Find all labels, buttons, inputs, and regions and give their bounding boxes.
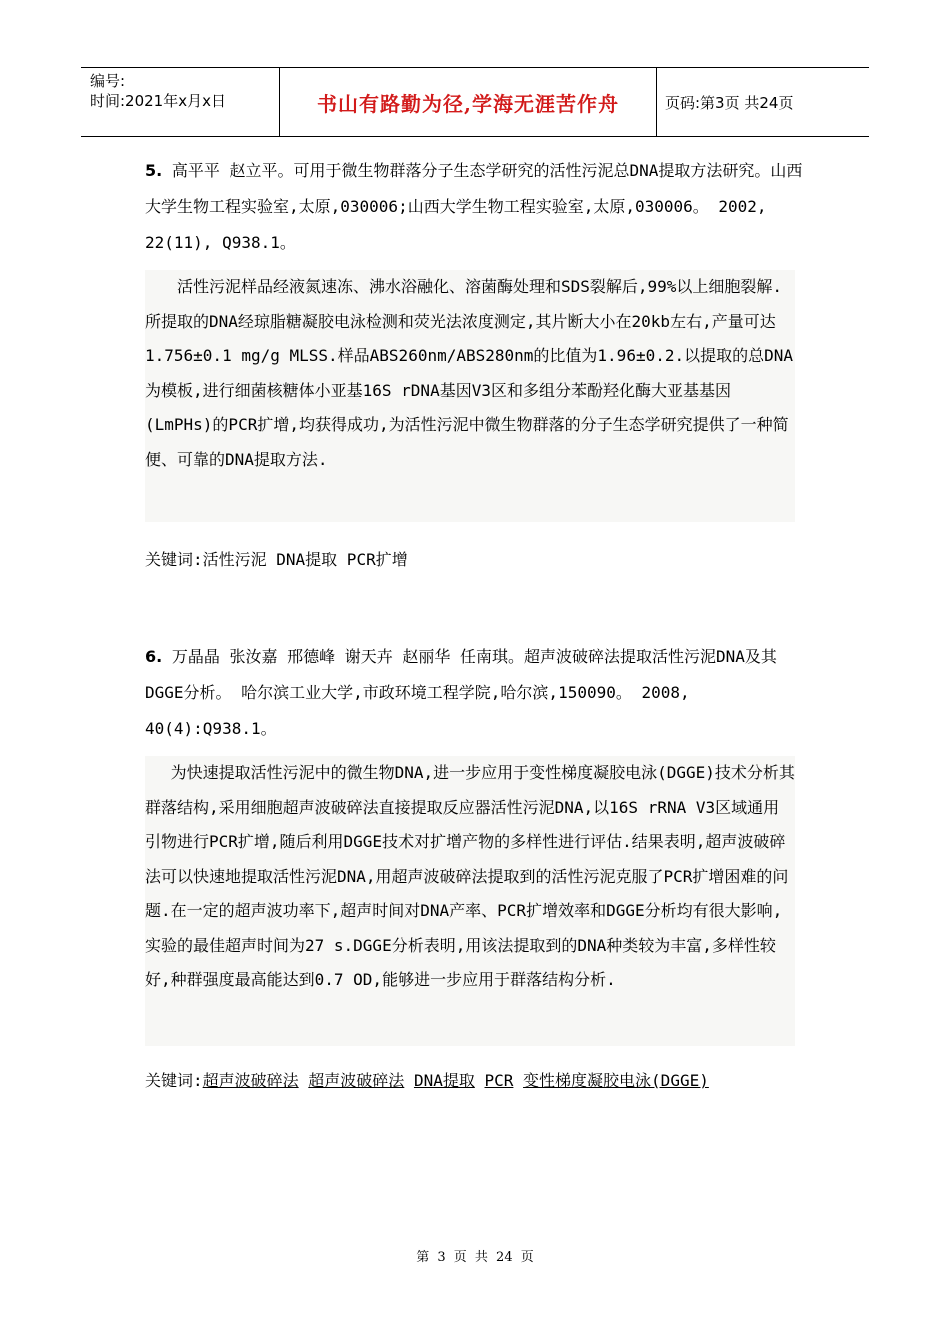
header-page-info: 页码:第3页 共24页 — [665, 93, 794, 112]
citation-number: 5. — [145, 161, 163, 180]
keywords-label: 关键词: — [145, 550, 203, 569]
citation-5 — [145, 153, 810, 261]
number-label: 编号: — [90, 72, 126, 90]
keyword-link[interactable]: DNA提取 — [413, 1071, 475, 1090]
citation-text: 高平平 赵立平。可用于微生物群落分子生态学研究的活性污泥总DNA提取方法研究。山西大学生物工程实验室,太原,030006;山西大学生物工程实验室,太原,030006。 2002, 22(11), Q938.1。 — [145, 161, 803, 252]
header-motto: 书山有路勤为径,学海无涯苦作舟 — [280, 68, 657, 136]
citation-text: 万晶晶 张汝嘉 邢德峰 谢天卉 赵丽华 任南琪。超声波破碎法提取活性污泥DNA及其DGGE分析。 哈尔滨工业大学,市政环境工程学院,哈尔滨,150090。 2008, 40(4):Q938.1。 — [145, 647, 777, 738]
keywords-5 — [145, 543, 795, 577]
citation-6 — [145, 639, 810, 747]
keyword-link[interactable]: 超声波破碎法 — [308, 1071, 405, 1090]
keywords-text: 活性污泥 DNA提取 PCR扩增 — [202, 550, 408, 569]
keyword-link[interactable]: 变性梯度凝胶电泳(DGGE) — [523, 1071, 709, 1090]
keyword-link[interactable]: 超声波破碎法 — [202, 1071, 299, 1090]
keywords-label: 关键词: — [145, 1071, 203, 1090]
keywords-6 — [145, 1064, 795, 1098]
keyword-link[interactable]: PCR — [484, 1071, 514, 1090]
time-label: 时间:2021年x月x日 — [90, 92, 226, 110]
citation-number: 6. — [145, 647, 163, 666]
page-footer: 第 3 页 共 24 页 — [416, 1250, 534, 1265]
abstract-6: 为快速提取活性污泥中的微生物DNA,进一步应用于变性梯度凝胶电泳(DGGE)技术分析其群落结构,采用细胞超声波破碎法直接提取反应器活性污泥DNA,以16S rRNA V3区域通用引物进行PCR扩增,随后利用DGGE技术对扩增产物的多样性进行评估.结果表明,超声波破碎法可以快速地提取活性污泥DNA,用超声波破碎法提取到的活性污泥克服了PCR扩增困难的问题.在一定的超声波功率下,超声时间对DNA产率、PCR扩增效率和DGGE分析均有很大影响,实验的最佳超声时间为27 s.DGGE分析表明,用该法提取到的DNA种类较为丰富,多样性较好,种群强度最高能达到0.7 OD,能够进一步应用于群落结构分析. — [145, 756, 795, 1046]
page-header — [81, 67, 869, 137]
header-meta — [81, 68, 280, 136]
abstract-5: 活性污泥样品经液氮速冻、沸水浴融化、溶菌酶处理和SDS裂解后,99%以上细胞裂解.所提取的DNA经琼脂糖凝胶电泳检测和荧光法浓度测定,其片断大小在20kb左右,产量可达1.756±0.1 mg/g MLSS.样品ABS260nm/ABS280nm的比值为1.96±0.2.以提取的总DNA为模板,进行细菌核糖体小亚基16S rDNA基因V3区和多组分苯酚羟化酶大亚基基因(LmPHs)的PCR扩增,均获得成功,为活性污泥中微生物群落的分子生态学研究提供了一种简便、可靠的DNA提取方法. — [145, 270, 795, 522]
